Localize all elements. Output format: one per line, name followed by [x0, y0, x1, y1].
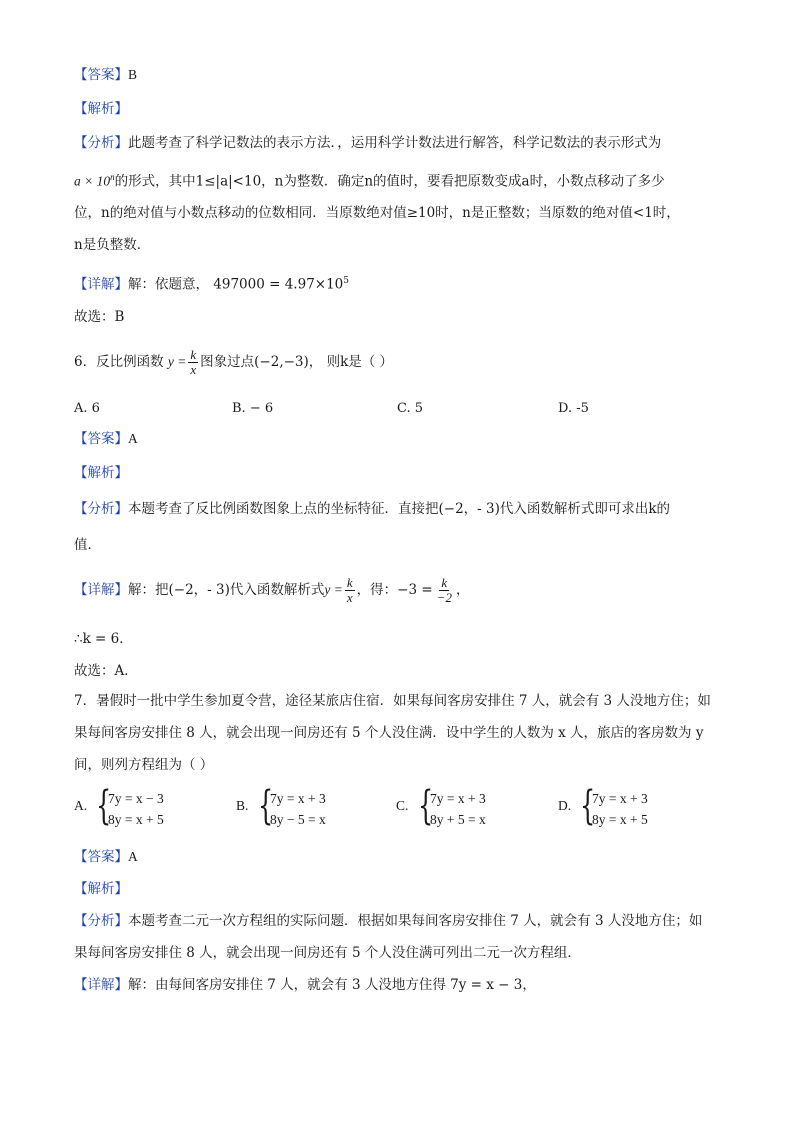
fraction-k-over-minus-2: [435, 576, 454, 605]
q6-answer: [74, 430, 138, 448]
q7-analysis-line-1: [74, 912, 702, 930]
q5-choose: [74, 308, 124, 326]
fenxi-text: n是负整数．: [74, 237, 151, 253]
xiangjie-tag: 【详解】: [74, 276, 128, 293]
q7-answer: [74, 848, 138, 866]
option-label: A.: [74, 798, 88, 813]
fraction-k-over-x: [345, 576, 355, 605]
left-brace-icon: {: [580, 783, 596, 829]
fenxi-tag: 【分析】: [74, 913, 128, 929]
q5-solution: [74, 272, 349, 294]
fenxi-text: 果每间客房安排住 8 人，就会出现一间房还有 5 个人没住满可列出二元一次方程组．: [74, 945, 581, 961]
equation-1: 7y = x − 3: [108, 791, 164, 806]
q7-solution: [74, 976, 536, 994]
fenxi-text: 位，n的绝对值与小数点移动的位数相同．当原数绝对值≥10时，n是正整数；当原数的绝对值<1时，: [74, 205, 680, 221]
answer-tag: 【答案】: [74, 431, 128, 447]
equation-2: 8y = x + 5: [592, 812, 648, 827]
q7-stem-line-2: [74, 724, 703, 742]
fenxi-tag: 【分析】: [74, 501, 128, 517]
q6-option-d[interactable]: D. -5: [558, 401, 589, 416]
left-brace-icon: {: [418, 783, 434, 829]
fenxi-text: 此题考查了科学记数法的表示方法．，运用科学计数法进行解答，科学记数法的表示形式为: [128, 135, 662, 151]
q5-analysis-heading: [74, 100, 128, 118]
q7-stem-line-3: [74, 756, 213, 774]
fenxi-text: 本题考查了反比例函数图象上点的坐标特征．直接把(−2，- 3)代入函数解析式即可求出k的: [128, 501, 671, 517]
q6-analysis-line-1: [74, 500, 670, 518]
xiangjie-text-3: ，: [455, 582, 470, 598]
equation-1: 7y = x + 3: [430, 791, 486, 806]
answer-value: A: [128, 431, 138, 446]
q7-analysis-heading: [74, 880, 128, 898]
xiangjie-text: 解：依题意， 497000 = 4.97×10: [128, 276, 344, 293]
q6-therefore: [74, 630, 133, 648]
analysis-tag: 【解析】: [74, 101, 128, 117]
power-exponent: 5: [343, 276, 350, 286]
q7-stem-text: 果每间客房安排住 8 人，就会出现一间房还有 5 个人没住满．设中学生的人数为 x 人，旅店的客房数为 y: [74, 725, 704, 741]
fraction-numerator: k: [441, 575, 448, 590]
equation-2: 8y − 5 = x: [270, 812, 326, 827]
fraction-numerator: k: [346, 575, 353, 590]
q6-stem-text: 6．反比例函数: [74, 354, 164, 370]
q7-stem-line-1: [74, 692, 711, 710]
answer-value: B: [128, 67, 138, 82]
answer-tag: 【答案】: [74, 849, 128, 865]
q6-option-c[interactable]: C. 5: [397, 401, 424, 416]
answer-value: A: [128, 849, 138, 864]
fraction-denominator: x: [346, 590, 353, 605]
q6-stem: [74, 344, 393, 380]
analysis-tag: 【解析】: [74, 881, 128, 897]
fraction-denominator: x: [190, 362, 197, 377]
q6-stem-text-2: 图象过点(−2,−3)， 则k是（ ）: [200, 354, 394, 370]
fraction-numerator: k: [190, 347, 197, 362]
choose-text: 故选：A．: [74, 663, 138, 679]
sci-notation-exponent: n: [110, 172, 115, 182]
xiangjie-text: 解：由每间客房安排住 7 人，就会有 3 人没地方住得 7y = x − 3，: [128, 977, 536, 993]
left-brace-icon: {: [96, 783, 112, 829]
q6-analysis-heading: [74, 464, 128, 482]
fenxi-text: 的形式，其中1≤|a|<10，n为整数．确定n的值时，要看把原数变成a时，小数点移动了多少: [114, 173, 665, 190]
q5-analysis-line-1: [74, 134, 661, 152]
fenxi-text: 本题考查二元一次方程组的实际问题．根据如果每间客房安排住 7 人，就会有 3 人没地方住；如: [128, 913, 703, 929]
fenxi-text: 值．: [74, 537, 101, 553]
function-lhs: y =: [167, 354, 187, 369]
q5-analysis-line-4: [74, 236, 150, 254]
q6-option-b[interactable]: B. − 6: [232, 401, 274, 416]
sci-notation-base: a × 10: [74, 173, 111, 189]
equation-2: 8y + 5 = x: [430, 812, 486, 827]
equation-1: 7y = x + 3: [592, 791, 648, 806]
choose-text: 故选：B: [74, 309, 125, 325]
equation-1: 7y = x + 3: [270, 791, 326, 806]
fenxi-tag: 【分析】: [74, 135, 128, 151]
function-lhs: y =: [324, 582, 343, 597]
xiangjie-tag: 【详解】: [74, 582, 128, 598]
answer-tag: 【答案】: [74, 67, 128, 83]
q5-answer: [74, 66, 137, 84]
analysis-tag: 【解析】: [74, 465, 128, 481]
option-label: D.: [558, 798, 572, 813]
q6-analysis-line-2: [74, 536, 101, 554]
option-label: B.: [236, 798, 249, 813]
xiangjie-text-2: ，得：−3 =: [356, 582, 433, 598]
q7-stem-text: 7．暑假时一批中学生参加夏令营，途径某旅店住宿．如果每间客房安排住 7 人，就会有 3 人没地方住；如: [74, 693, 711, 709]
fraction-k-over-x: [188, 348, 198, 377]
q6-solution: [74, 572, 469, 608]
xiangjie-tag: 【详解】: [74, 977, 128, 993]
therefore-text: ∴k = 6．: [74, 631, 133, 647]
q6-choose: [74, 662, 138, 680]
xiangjie-text: 解：把(−2，- 3)代入函数解析式: [128, 582, 325, 598]
q7-analysis-line-2: [74, 944, 581, 962]
q6-option-a[interactable]: A. 6: [74, 401, 100, 416]
option-label: C.: [396, 798, 409, 813]
q5-analysis-line-2: [74, 168, 665, 191]
q5-analysis-line-3: [74, 204, 680, 222]
fraction-denominator: −2: [436, 590, 452, 605]
left-brace-icon: {: [258, 783, 274, 829]
equation-2: 8y = x + 5: [108, 812, 164, 827]
q7-stem-text: 间，则列方程组为（ ）: [74, 757, 214, 773]
